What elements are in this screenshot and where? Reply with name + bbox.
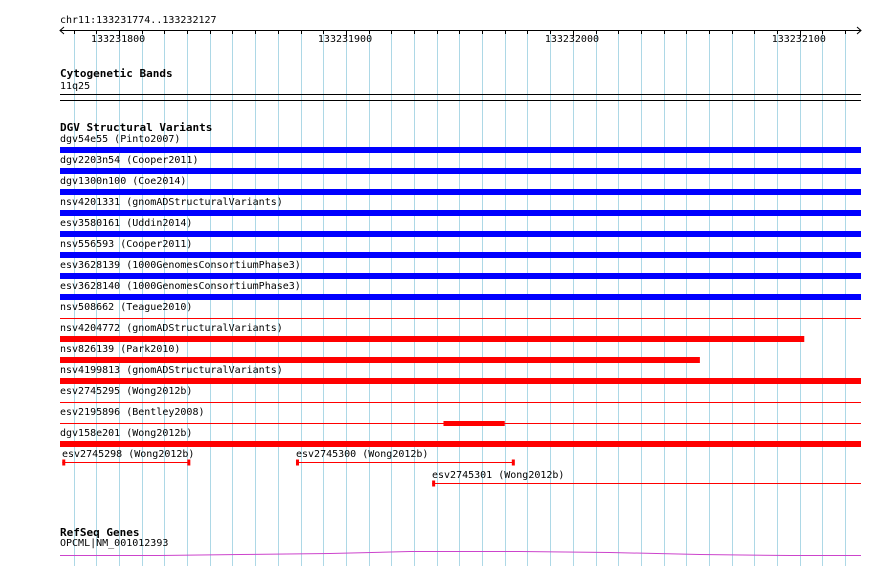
ruler (60, 27, 861, 37)
dgv-feature-bar (60, 210, 861, 216)
ruler-tick-label: 133231900 (317, 34, 373, 45)
dgv-feature-label[interactable]: esv2195896 (Bentley2008) (60, 407, 205, 418)
dgv-feature-label[interactable]: dgv1300n100 (Coe2014) (60, 176, 187, 187)
dgv-feature-bar (60, 441, 861, 447)
refseq-track-title: RefSeq Genes (60, 526, 140, 539)
dgv-feature-label[interactable]: esv2745298 (Wong2012b) (62, 449, 195, 460)
refseq-gene-line (60, 552, 861, 556)
dgv-feature-bar (60, 147, 861, 153)
refseq-gene-label[interactable]: OPCML|NM_001012393 (60, 538, 169, 549)
dgv-feature-label[interactable]: nsv556593 (Cooper2011) (60, 239, 193, 250)
dgv-feature-label[interactable]: esv3580161 (Uddin2014) (60, 218, 193, 229)
dgv-feature-label[interactable]: esv3628139 (1000GenomesConsortiumPhase3) (60, 260, 301, 271)
dgv-feature-bar (60, 294, 861, 300)
dgv-feature-label[interactable]: esv2745300 (Wong2012b) (296, 449, 429, 460)
dgv-feature-bar (60, 336, 804, 342)
cytoband-track-title: Cytogenetic Bands (60, 67, 173, 80)
location-label: chr11:133231774..133232127 (60, 15, 217, 26)
ruler-tick-label: 133231800 (90, 34, 146, 45)
dgv-feature-label[interactable]: dgv158e201 (Wong2012b) (60, 428, 193, 439)
refseq-track (60, 552, 861, 556)
dgv-feature-label[interactable]: dgv2203n54 (Cooper2011) (60, 155, 199, 166)
dgv-feature-label[interactable]: nsv4204772 (gnomADStructuralVariants) (60, 323, 283, 334)
dgv-feature-label[interactable]: esv3628140 (1000GenomesConsortiumPhase3) (60, 281, 301, 292)
dgv-feature-end-cap (512, 460, 515, 466)
dgv-feature-label[interactable]: nsv826139 (Park2010) (60, 344, 181, 355)
dgv-feature-bar (60, 273, 861, 279)
dgv-feature-label[interactable]: nsv4199813 (gnomADStructuralVariants) (60, 365, 283, 376)
dgv-feature-label[interactable]: esv2745301 (Wong2012b) (432, 470, 565, 481)
dgv-feature-bar (60, 378, 861, 384)
cytoband-track (60, 95, 861, 101)
dgv-feature-bar (60, 189, 861, 195)
dgv-feature-label[interactable]: esv2745295 (Wong2012b) (60, 386, 193, 397)
dgv-feature-block (443, 421, 504, 426)
ruler-tick-label: 133232000 (544, 34, 599, 45)
ruler-tick-label: 133232100 (771, 34, 826, 45)
dgv-track-title: DGV Structural Variants (60, 121, 213, 134)
dgv-feature-bar (60, 231, 861, 237)
dgv-feature-bar (60, 357, 700, 363)
dgv-feature-bar (60, 168, 861, 174)
dgv-feature-label[interactable]: nsv4201331 (gnomADStructuralVariants) (60, 197, 283, 208)
dgv-feature-bar (60, 252, 861, 258)
cytoband-label[interactable]: 11q25 (60, 81, 91, 92)
dgv-feature-label[interactable]: dgv54e55 (Pinto2007) (60, 134, 181, 145)
dgv-feature-label[interactable]: nsv508662 (Teague2010) (60, 302, 193, 313)
